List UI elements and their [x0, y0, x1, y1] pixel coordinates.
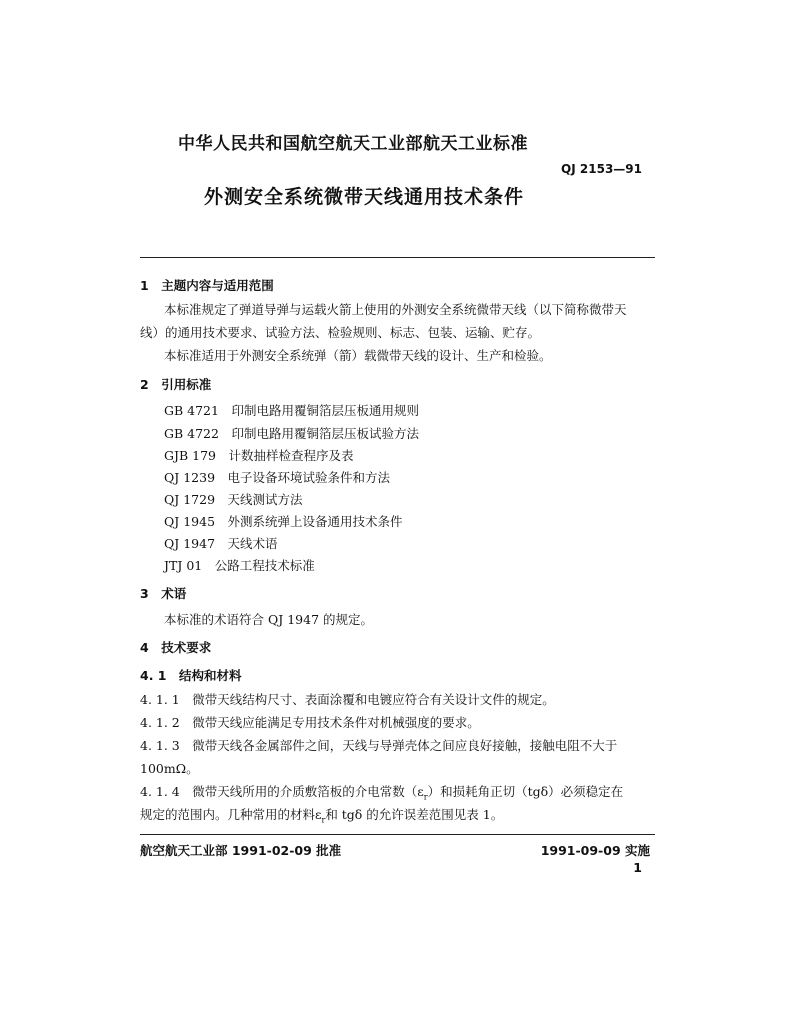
- reference-item: JTJ 01 公路工程技术标准: [164, 558, 315, 573]
- footer-divider: [140, 834, 655, 835]
- reference-item: QJ 1945 外测系统弹上设备通用技术条件: [164, 514, 403, 529]
- clause-4-1-3-line-2: 100mΩ。: [140, 761, 199, 776]
- clause-4-1-4-line-1: 4. 1. 4 微带天线所用的介质敷箔板的介电常数$(\varepsilon_r)$和损耗角正切（tgδ）必须稳定在: [140, 784, 624, 802]
- section-2-heading: 2 引用标准: [140, 377, 212, 392]
- standard-title: 中华人民共和国航空航天工业部航天工业标准: [178, 134, 528, 154]
- standard-code: QJ 2153—91: [561, 162, 642, 176]
- section-1-paragraph-1-line-2: 线）的通用技术要求、试验方法、检验规则、标志、包装、运输、贮存。: [140, 325, 541, 340]
- page-number: 1: [633, 860, 642, 875]
- clause-4-1-4-line-2: 规定的范围内。几种常用的材料$\varepsilon_r$和 tgδ 的允许误差范围见表 1。: [140, 807, 504, 825]
- reference-item: QJ 1947 天线术语: [164, 536, 278, 551]
- approval-statement: 航空航天工业部 1991-02-09 批准: [140, 843, 342, 858]
- clause-4-1-heading: 4. 1 结构和材料: [140, 668, 242, 683]
- reference-item: GJB 179 计数抽样检查程序及表: [164, 448, 354, 463]
- section-1-paragraph-2: 本标准适用于外测安全系统弹（箭）载微带天线的设计、生产和检验。: [164, 348, 552, 363]
- section-1-paragraph-1-line-1: 本标准规定了弹道导弹与运载火箭上使用的外测安全系统微带天线（以下简称微带天: [164, 302, 627, 317]
- document-title: 外测安全系统微带天线通用技术条件: [204, 186, 525, 208]
- reference-item: QJ 1729 天线测试方法: [164, 492, 303, 507]
- clause-4-1-2: 4. 1. 2 微带天线应能满足专用技术条件对机械强度的要求。: [140, 715, 480, 730]
- section-1-heading: 1 主题内容与适用范围: [140, 278, 274, 293]
- effective-date: 1991-09-09 实施: [540, 843, 650, 858]
- reference-item: GB 4722 印制电路用覆铜箔层压板试验方法: [164, 426, 419, 441]
- reference-item: GB 4721 印制电路用覆铜箔层压板通用规则: [164, 403, 419, 418]
- section-4-heading: 4 技术要求: [140, 640, 212, 655]
- section-3-paragraph: 本标准的术语符合 QJ 1947 的规定。: [164, 612, 373, 627]
- section-3-heading: 3 术语: [140, 586, 187, 601]
- clause-4-1-3-line-1: 4. 1. 3 微带天线各金属部件之间，天线与导弹壳体之间应良好接触，接触电阻不大于: [140, 738, 618, 753]
- reference-item: QJ 1239 电子设备环境试验条件和方法: [164, 470, 391, 485]
- header-divider: [140, 257, 655, 258]
- clause-4-1-1: 4. 1. 1 微带天线结构尺寸、表面涂覆和电镀应符合有关设计文件的规定。: [140, 692, 555, 707]
